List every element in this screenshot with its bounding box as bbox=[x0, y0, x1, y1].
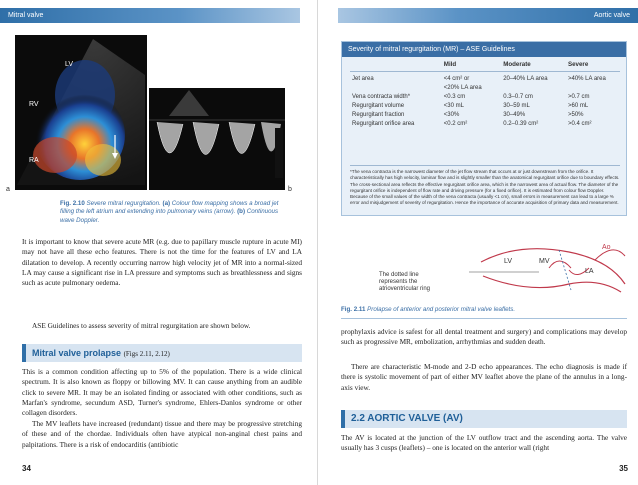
section-heading-mitral-valve-prolapse bbox=[22, 344, 302, 362]
table-cell: <4 cm² or bbox=[443, 76, 470, 82]
ase-severity-table bbox=[350, 59, 620, 129]
table-cell: 0.2–0.39 cm² bbox=[503, 121, 539, 127]
table-row bbox=[350, 72, 620, 85]
table-cell: >50% bbox=[567, 112, 584, 118]
caption-a-text: Colour flow mapping shows a broad jet filling the left atrium and extending into pulmonary veins (arrow). bbox=[60, 200, 279, 216]
dotted-line-note-line: atrioventricular ring bbox=[379, 286, 431, 292]
table-cell: Regurgitant fraction bbox=[352, 112, 405, 118]
label-lv-diagram: LV bbox=[504, 258, 513, 265]
table-row bbox=[350, 93, 620, 102]
label-lv: LV bbox=[65, 61, 74, 68]
table-cell: 0.3–0.7 cm bbox=[503, 94, 533, 100]
table-cell: >0.7 cm bbox=[567, 94, 590, 100]
table-cell: >40% LA area bbox=[567, 76, 606, 82]
echo-doppler-graphic bbox=[149, 88, 285, 190]
table-cell: <0.2 cm² bbox=[443, 121, 468, 127]
section-heading-aortic-valve bbox=[341, 410, 627, 428]
table-row bbox=[350, 84, 620, 93]
table-row bbox=[350, 120, 620, 129]
vena-contracta-footnote: *The vena contracta is the narrowest diameter of the jet flow stream that occurs at or just downstream from the orifice. It characteristically has high velocity, laminar flow and is slightly smaller than the anatomical regurgitant orifice due to boundary effects. The cross-sectional area reflects the effective regurgitant orifice area, which is the narrowest area of actual flow. The diameter of the regurgitant orifice is independent of flow rate and driving pressure (for a fixed orifice). It is estimated from colour flow Doppler. Because of the small values of the width of the vena contracta (usually <1 cm), small errors in measurement can lead to a large % error and misjudgement of severity of regurgitation. Hence the importance of accurate acquisition of primary data and measurement. bbox=[350, 165, 620, 207]
table-cell bbox=[566, 84, 620, 93]
caption-text: Severe mitral regurgitation. bbox=[86, 200, 163, 207]
table-header-cell bbox=[350, 59, 442, 72]
running-head-right: Aortic valve bbox=[338, 8, 638, 23]
section-refs: (Figs 2.11, 2.12) bbox=[123, 350, 170, 358]
table-cell bbox=[350, 84, 442, 93]
running-head-left: Mitral valve bbox=[0, 8, 300, 23]
echo-image-cw-doppler bbox=[149, 88, 285, 190]
panel-label-b: b bbox=[288, 186, 292, 193]
label-la: LA bbox=[585, 268, 594, 275]
paragraph-aortic-valve: The AV is located at the junction of the LV outflow tract and the ascending aorta. The valve usually has 3 cusps (leaflets) – one is located on the anterior wall (right bbox=[341, 433, 627, 453]
paragraph-acute-mr: It is important to know that severe acute MR (e.g. due to papillary muscle rupture in acute MI) may not have all these echo features. There is not the time for the features of LV and LA dilatation to develop. A recently occurring narrow high velocity jet of MR into a normal-sized LA may cause a significant rise in LA pressure and symptoms such as breathlessness and signs such as acute pulmonary oedema. bbox=[22, 237, 302, 288]
label-rv: RV bbox=[29, 101, 39, 108]
section-title: 2.2 AORTIC VALVE (AV) bbox=[351, 413, 463, 424]
table-header-cell: Mild bbox=[442, 59, 501, 72]
table-cell: Regurgitant volume bbox=[352, 103, 405, 109]
paragraph-echo-diagnosis: There are characteristic M-mode and 2-D echo appearances. The echo diagnosis is made if there is systolic movement of part of either MV leaflet above the plane of the annulus in a long-axis view. bbox=[341, 362, 627, 392]
section-title: Mitral valve prolapse bbox=[32, 348, 122, 358]
ase-guidelines-box bbox=[341, 41, 627, 216]
paragraph-ase-intro: ASE Guidelines to assess severity of mitral regurgitation are shown below. bbox=[32, 321, 251, 330]
mitral-prolapse-diagram bbox=[379, 232, 629, 300]
table-cell: Vena contracta width* bbox=[352, 94, 411, 100]
caption-b-text: Continuous wave Doppler. bbox=[60, 208, 279, 224]
table-row bbox=[350, 111, 620, 120]
paragraph-prophylaxis: prophylaxis advice is safest for all dental treatment and surgery) and complications may develop such as progressive MR, embolization, arrhythmias and sudden death. bbox=[341, 327, 627, 347]
table-cell: 30–59 mL bbox=[503, 103, 530, 109]
label-ra: RA bbox=[29, 157, 39, 164]
right-page bbox=[319, 0, 638, 485]
dotted-line-note-line: represents the bbox=[379, 279, 418, 285]
caption-tag-b: (b) bbox=[237, 208, 246, 216]
table-cell: <30% bbox=[443, 112, 460, 118]
table-cell: >60 mL bbox=[567, 103, 589, 109]
dotted-line-note bbox=[379, 272, 479, 293]
caption-text: Prolapse of anterior and posterior mitral valve leaflets. bbox=[367, 306, 516, 313]
table-cell: Jet area bbox=[352, 76, 374, 82]
table-cell: >0.4 cm² bbox=[567, 121, 592, 127]
table-header-cell: Moderate bbox=[501, 59, 566, 72]
paragraph-prolapse-leaflets: The MV leaflets have increased (redundant) tissue and there may be progressive stretching of these and of the chordae. Individuals often have atypical non-anginal chest pains and palpitations. There is a risk of endocarditis (antibiotic bbox=[22, 419, 302, 449]
table-cell: <0.3 cm bbox=[443, 94, 466, 100]
table-cell: 30–49% bbox=[503, 112, 526, 118]
echo-colour-flow-graphic bbox=[15, 35, 147, 190]
dotted-line-note-line: The dotted line bbox=[379, 272, 419, 278]
page-number-left: 34 bbox=[22, 464, 31, 473]
figure-caption-2-10 bbox=[60, 200, 280, 225]
label-mv: MV bbox=[539, 258, 550, 265]
table-cell: Regurgitant orifice area bbox=[352, 121, 415, 127]
paragraph-prolapse-intro: This is a common condition affecting up to 5% of the population. There is a wide clinical spectrum. It is also known as floppy or billowing MV. It can cause anything from an audible click to severe MR. It may be an isolated finding or associated with other conditions, such as Marfan's syndrome, secundum ASD, Turner's syndrome, Ehlers-Danlos syndrome or other collagen disorders. bbox=[22, 367, 302, 418]
table-header-cell: Severe bbox=[566, 59, 620, 72]
table-row bbox=[350, 102, 620, 111]
left-page bbox=[0, 0, 318, 485]
table-cell: 20–40% LA area bbox=[503, 76, 548, 82]
caption-tag-a: (a) bbox=[162, 200, 171, 207]
figure-number: Fig. 2.10 bbox=[60, 200, 85, 207]
ase-table-title: Severity of mitral regurgitation (MR) – ASE Guidelines bbox=[342, 42, 626, 57]
table-cell bbox=[501, 84, 566, 93]
label-ao: Ao bbox=[602, 244, 611, 251]
figure-caption-2-11 bbox=[341, 306, 627, 319]
table-cell: <30 mL bbox=[443, 103, 464, 109]
figure-number: Fig. 2.11 bbox=[341, 306, 366, 313]
echo-image-colour-flow bbox=[15, 35, 147, 190]
table-cell: <20% LA area bbox=[443, 85, 482, 91]
page-number-right: 35 bbox=[619, 464, 628, 473]
panel-label-a: a bbox=[6, 186, 10, 193]
table-header-row bbox=[350, 59, 620, 72]
